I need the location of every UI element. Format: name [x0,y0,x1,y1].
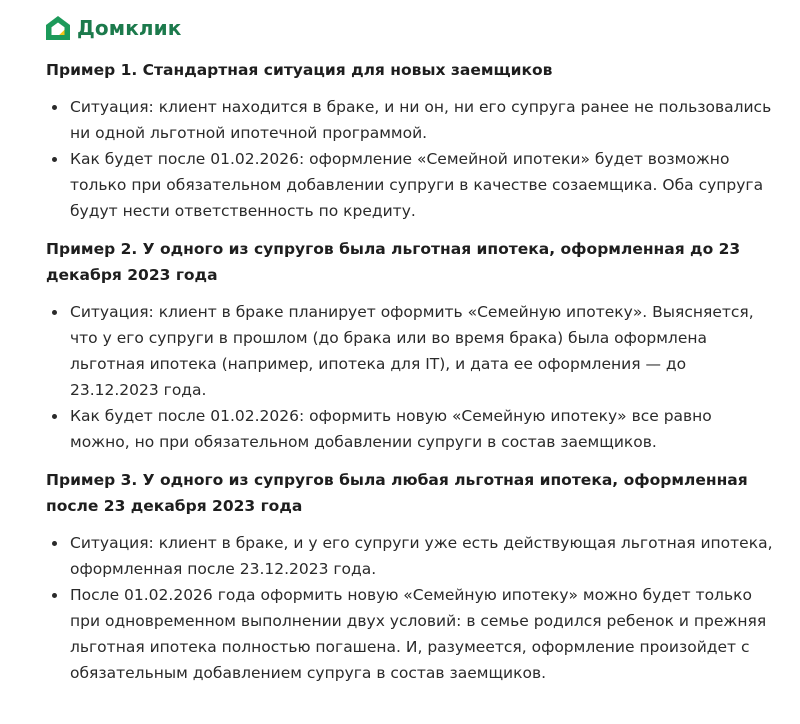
list-item [46,582,776,686]
section-title-example-3: Пример 3. У одного из супругов была любая льготная ипотека, оформленная после 23 декабря 2023 года [46,471,748,515]
brand-name: Домклик [77,16,182,40]
list-item-text: Ситуация: клиент в браке, и у его супруги уже есть действующая льготная ипотека, оформленная после 23.12.2023 года. [70,534,773,578]
list-item-text: Как будет после 01.02.2026: оформить новую «Семейную ипотеку» все равно можно, но при обязательном добавлении супруги в состав заемщиков. [70,407,712,451]
bullet-dot-icon [52,593,57,598]
list-item [46,530,776,582]
list-item [46,403,776,455]
section-title-example-1: Пример 1. Стандартная ситуация для новых заемщиков [46,61,553,79]
bullet-dot-icon [52,310,57,315]
section-3-list [46,530,776,686]
list-item-text: Ситуация: клиент в браке планирует оформить «Семейную ипотеку». Выясняется, что у его супруги в прошлом (до брака или во время брака) была оформлена льготная ипотека (например, ипотека для IT), и дата ее оформления — до 23.12.2023 года. [70,303,754,399]
bullet-dot-icon [52,105,57,110]
list-item [46,299,776,403]
domclick-house-logo-icon [44,14,72,42]
section-2-list [46,299,776,455]
section-1-list [46,94,776,224]
list-item-text: После 01.02.2026 года оформить новую «Семейную ипотеку» можно будет только при одновременном выполнении двух условий: в семье родился ребенок и прежняя льготная ипотека полностью погашена. И, разумеется, оформление произойдет с обязательным добавлением супруга в состав заемщиков. [70,586,767,682]
bullet-dot-icon [52,541,57,546]
list-item-text: Как будет после 01.02.2026: оформление «Семейной ипотеки» будет возможно только при обязательном добавлении супруги в качестве созаемщика. Оба супруга будут нести ответственность по кредиту. [70,150,764,220]
list-item-text: Ситуация: клиент находится в браке, и ни он, ни его супруга ранее не пользовались ни одной льготной ипотечной программой. [70,98,772,142]
section-title-example-2: Пример 2. У одного из супругов была льготная ипотека, оформленная до 23 декабря 2023 года [46,240,741,284]
list-item [46,146,776,224]
bullet-dot-icon [52,414,57,419]
domclick-logo[interactable] [44,11,181,45]
list-item [46,94,776,146]
article-content [46,57,776,686]
bullet-dot-icon [52,157,57,162]
